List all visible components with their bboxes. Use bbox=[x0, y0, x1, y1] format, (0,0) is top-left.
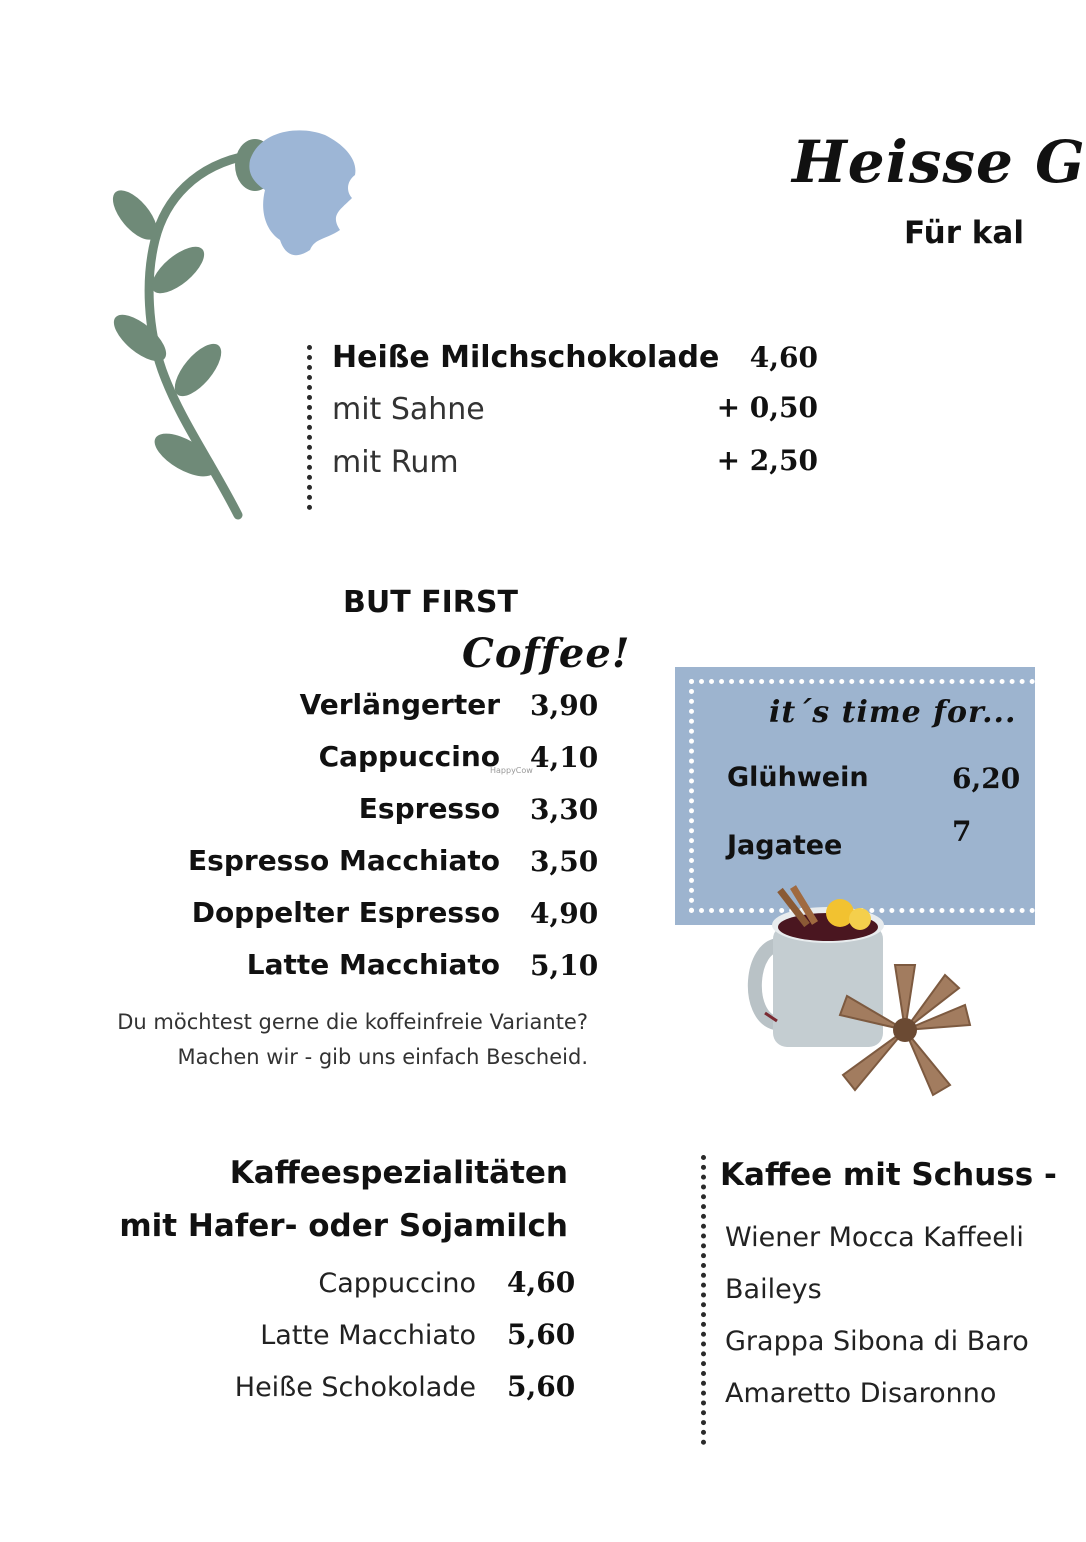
decaf-note: Machen wir - gib uns einfach Bescheid. bbox=[177, 1045, 588, 1069]
flower-icon bbox=[100, 120, 370, 530]
schuss-item: Amaretto Disaronno bbox=[725, 1378, 997, 1409]
decaf-note: Du möchtest gerne die koffeinfreie Variante? bbox=[117, 1010, 588, 1034]
chocolate-title: Heiße Milchschokolade bbox=[332, 340, 720, 375]
star-anise-icon bbox=[835, 960, 975, 1100]
time-for-item-name: Jagatee bbox=[727, 830, 843, 861]
plant-milk-item-name: Cappuccino bbox=[318, 1268, 476, 1299]
plant-milk-title: Kaffeespezialitäten bbox=[229, 1155, 568, 1191]
time-for-item-price: 7 bbox=[952, 815, 972, 848]
time-for-title: it´s time for... bbox=[769, 695, 1017, 730]
time-for-item-name: Glühwein bbox=[727, 762, 869, 793]
plant-milk-subtitle: mit Hafer- oder Sojamilch bbox=[119, 1208, 568, 1244]
plant-milk-item-price: 5,60 bbox=[507, 1318, 576, 1351]
watermark: HappyCow bbox=[490, 766, 533, 775]
coffee-item-name: Doppelter Espresso bbox=[191, 896, 500, 929]
chocolate-extra-label: mit Sahne bbox=[332, 392, 485, 427]
coffee-item-price: 3,50 bbox=[530, 845, 599, 878]
schuss-title: Kaffee mit Schuss - bbox=[720, 1157, 1057, 1193]
time-for-item-price: 6,20 bbox=[952, 762, 1021, 795]
chocolate-extra-price: + 0,50 bbox=[716, 391, 818, 424]
schuss-item: Grappa Sibona di Baro bbox=[725, 1326, 1029, 1357]
chocolate-title-price: 4,60 bbox=[749, 341, 818, 374]
chocolate-divider bbox=[307, 345, 312, 510]
schuss-divider bbox=[701, 1155, 706, 1445]
page-title: Heisse G bbox=[792, 128, 1086, 196]
coffee-item-name: Latte Macchiato bbox=[246, 948, 500, 981]
coffee-item-price: 3,90 bbox=[530, 689, 599, 722]
coffee-item-price: 4,90 bbox=[530, 897, 599, 930]
chocolate-extra-label: mit Rum bbox=[332, 445, 459, 480]
schuss-item: Wiener Mocca Kaffeeli bbox=[725, 1222, 1024, 1253]
coffee-item-name: Espresso bbox=[358, 792, 500, 825]
plant-milk-item-name: Latte Macchiato bbox=[260, 1320, 476, 1351]
chocolate-extra-price: + 2,50 bbox=[716, 444, 818, 477]
coffee-item-name: Verlängerter bbox=[299, 688, 500, 721]
plant-milk-item-price: 5,60 bbox=[507, 1370, 576, 1403]
plant-milk-item-name: Heiße Schokolade bbox=[234, 1372, 476, 1403]
schuss-item: Baileys bbox=[725, 1274, 822, 1305]
coffee-item-name: Espresso Macchiato bbox=[188, 844, 500, 877]
page-subtitle: Für kal bbox=[904, 215, 1024, 251]
coffee-title: Coffee! bbox=[462, 630, 631, 677]
coffee-item-price: 3,30 bbox=[530, 793, 599, 826]
plant-milk-item-price: 4,60 bbox=[507, 1266, 576, 1299]
coffee-item-price: 4,10 bbox=[530, 741, 599, 774]
coffee-item-price: 5,10 bbox=[530, 949, 599, 982]
coffee-kicker: BUT FIRST bbox=[343, 585, 518, 620]
coffee-item-name: Cappuccino bbox=[318, 740, 500, 773]
